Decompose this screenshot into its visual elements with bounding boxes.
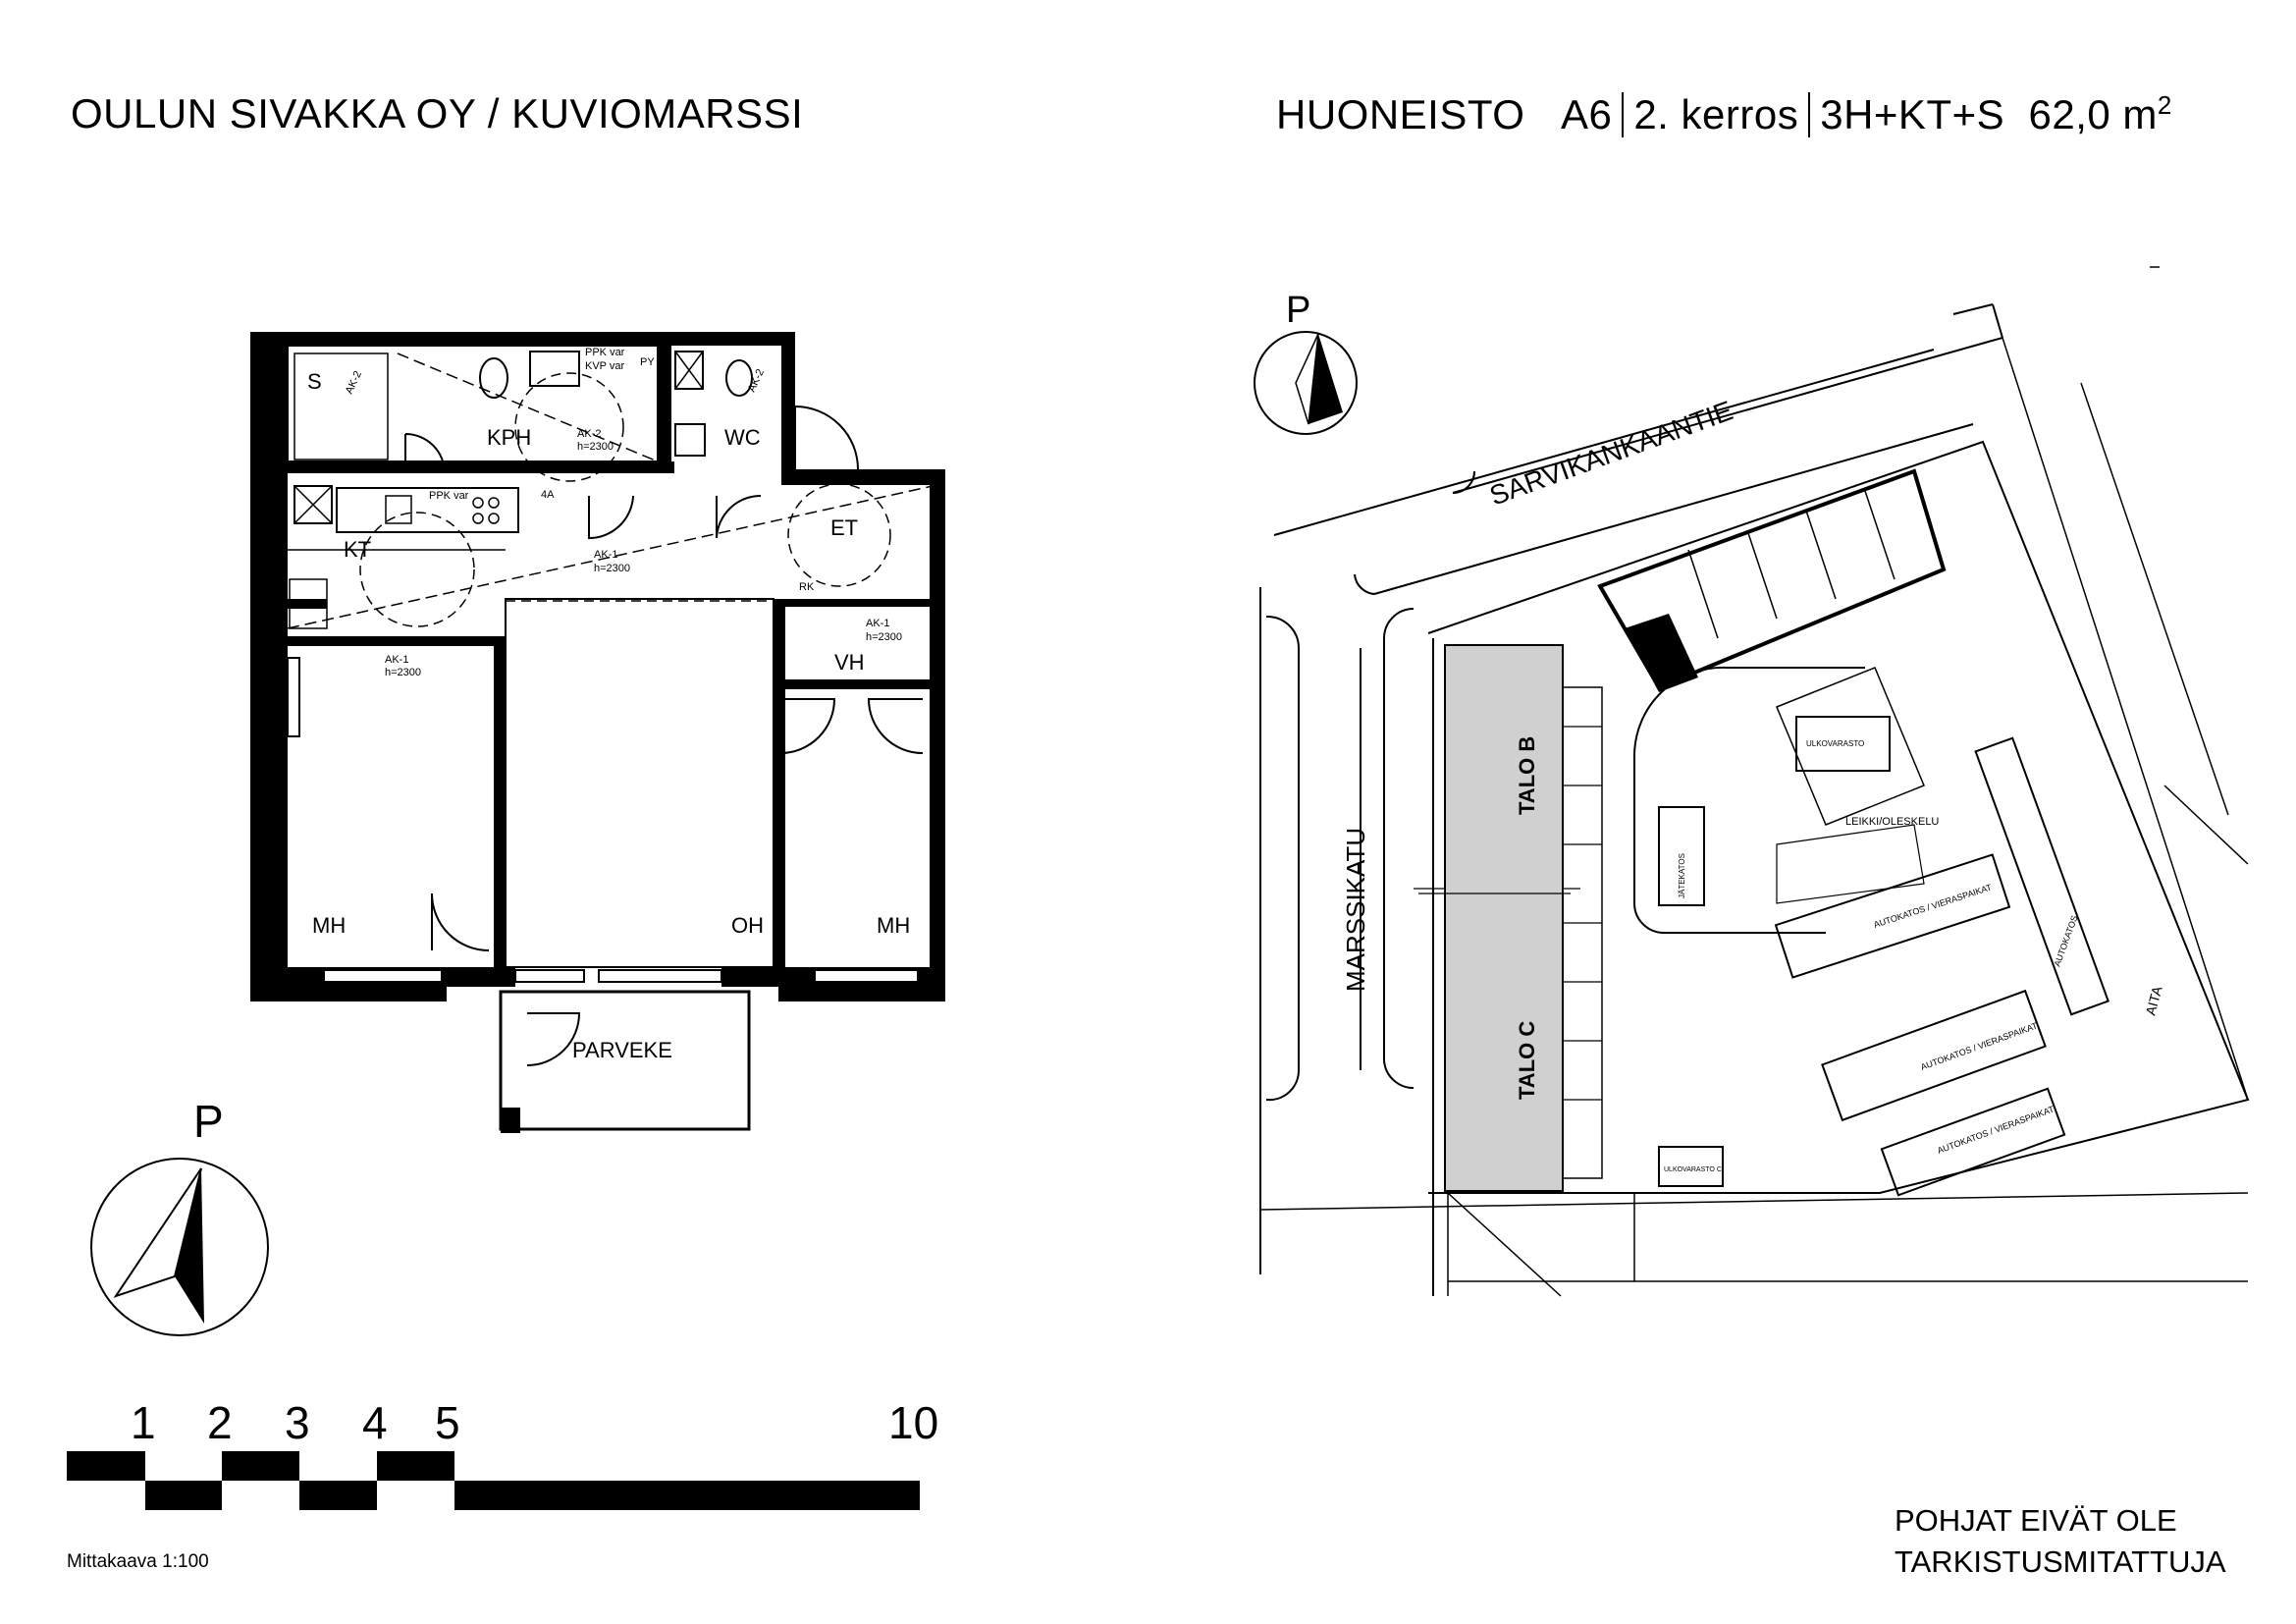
scale-segment bbox=[67, 1451, 145, 1481]
stove-burner bbox=[473, 498, 483, 508]
site-label-jatekatos: JÄTEKATOS bbox=[1678, 853, 1686, 898]
scale-tick-label: 2 bbox=[207, 1397, 233, 1448]
room-label-kt: KT bbox=[344, 537, 372, 562]
scale-tick-label: 1 bbox=[131, 1397, 156, 1448]
north-arrow-label: P bbox=[193, 1096, 224, 1147]
small-label: AK-1 bbox=[866, 618, 890, 629]
scale-segment bbox=[377, 1451, 454, 1481]
turning-circle bbox=[360, 513, 474, 626]
stove-burner bbox=[489, 498, 499, 508]
room-label-s: S bbox=[307, 369, 322, 394]
small-label: PY bbox=[640, 356, 655, 368]
floor-plan bbox=[250, 332, 945, 1133]
apartment-area: 62,0 m bbox=[2028, 91, 2158, 137]
street-label-sarvikankaantie: SARVIKANKAANTIE bbox=[1485, 395, 1737, 512]
north-arrow-floorplan bbox=[91, 1096, 268, 1335]
toilet bbox=[480, 358, 507, 398]
small-label: KVP var bbox=[585, 360, 625, 372]
small-label: PPK var bbox=[429, 490, 469, 502]
scale-tick-label: 5 bbox=[435, 1397, 460, 1448]
project-title: OULUN SIVAKKA OY / KUVIOMARSSI bbox=[71, 90, 804, 136]
small-label: PPK var bbox=[585, 347, 625, 358]
room-label-vh: VH bbox=[834, 650, 865, 675]
site-label-autokatos: AUTOKATOS / VIERASPAIKAT bbox=[1919, 1020, 2039, 1072]
site-label-ulkovarasto: ULKOVARASTO bbox=[1806, 739, 1865, 748]
small-label: 4A bbox=[541, 489, 555, 501]
washbasin bbox=[530, 352, 579, 386]
disclaimer-note bbox=[1895, 1500, 2226, 1583]
small-label: AK-1 bbox=[594, 549, 618, 561]
scale-segment bbox=[454, 1481, 920, 1510]
kitchen-counter bbox=[337, 488, 518, 532]
small-label: AK-1 bbox=[385, 654, 409, 666]
disclaimer-line: POHJAT EIVÄT OLE bbox=[1895, 1503, 2177, 1538]
room-label-mh-right: MH bbox=[877, 913, 911, 938]
street-label-marssikatu: MARSSIKATU bbox=[1341, 827, 1370, 992]
scale-caption: Mittakaava 1:100 bbox=[67, 1551, 209, 1572]
scale-bar bbox=[67, 1397, 938, 1510]
building-label-talo-b: TALO B bbox=[1515, 735, 1539, 815]
room-label-parveke: PARVEKE bbox=[572, 1038, 672, 1062]
small-label: h=2300 bbox=[866, 631, 903, 643]
small-label: h=2300 bbox=[577, 441, 614, 453]
wc-basin bbox=[675, 424, 705, 456]
site-label-ulkovarasto-c: ULKOVARASTO C bbox=[1664, 1166, 1722, 1173]
small-label: h=2300 bbox=[594, 563, 631, 574]
room-label-mh-left: MH bbox=[312, 913, 347, 938]
scale-segment bbox=[299, 1481, 377, 1510]
site-label-autokatos-side: AUTOKATOS bbox=[2052, 914, 2080, 968]
building-talo-bc bbox=[1445, 645, 1563, 1191]
floor-label: 2. kerros bbox=[1633, 91, 1799, 137]
room-label-et: ET bbox=[830, 515, 859, 540]
small-label: AK-2 bbox=[343, 369, 365, 397]
room-label-oh: OH bbox=[731, 913, 764, 938]
stove-burner bbox=[473, 514, 483, 523]
apartment-type: 3H+KT+S bbox=[1820, 91, 2005, 137]
small-label: AK-2 bbox=[745, 367, 768, 395]
windows bbox=[288, 658, 918, 982]
scale-tick-label: 3 bbox=[285, 1397, 310, 1448]
living-room-outline bbox=[506, 599, 774, 967]
small-label: KPH4A bbox=[553, 462, 589, 474]
disclaimer-line: TARKISTUSMITATTUJA bbox=[1895, 1544, 2226, 1579]
site-label-autokatos: AUTOKATOS / VIERASPAIKAT bbox=[1872, 882, 1994, 930]
site-plan bbox=[1255, 267, 2248, 1296]
room-label-kph: KPH bbox=[487, 425, 532, 450]
scale-tick-label: 4 bbox=[362, 1397, 388, 1448]
room-label-wc: WC bbox=[724, 425, 761, 450]
small-label: h=2300 bbox=[385, 667, 422, 678]
carport-side bbox=[1976, 738, 2109, 1014]
north-arrow-label-site: P bbox=[1286, 290, 1311, 331]
apartment-label: HUONEISTO bbox=[1276, 91, 1525, 137]
site-label-aita: AITA bbox=[2142, 984, 2165, 1017]
scale-segment bbox=[222, 1451, 299, 1481]
site-label-leikki: LEIKKI/OLESKELU bbox=[1845, 816, 1940, 828]
area-unit-superscript: 2 bbox=[2157, 90, 2172, 120]
small-label: RK bbox=[799, 581, 815, 593]
apartment-id: A6 bbox=[1560, 91, 1613, 137]
north-arrow-siteplan bbox=[1255, 290, 1357, 434]
small-label: AK-2 bbox=[577, 428, 602, 440]
scale-segment bbox=[145, 1481, 222, 1510]
building-label-talo-c: TALO C bbox=[1515, 1020, 1539, 1100]
scale-tick-label: 10 bbox=[888, 1397, 939, 1448]
stove-burner bbox=[489, 514, 499, 523]
site-label-autokatos: AUTOKATOS / VIERASPAIKAT bbox=[1936, 1104, 2056, 1156]
